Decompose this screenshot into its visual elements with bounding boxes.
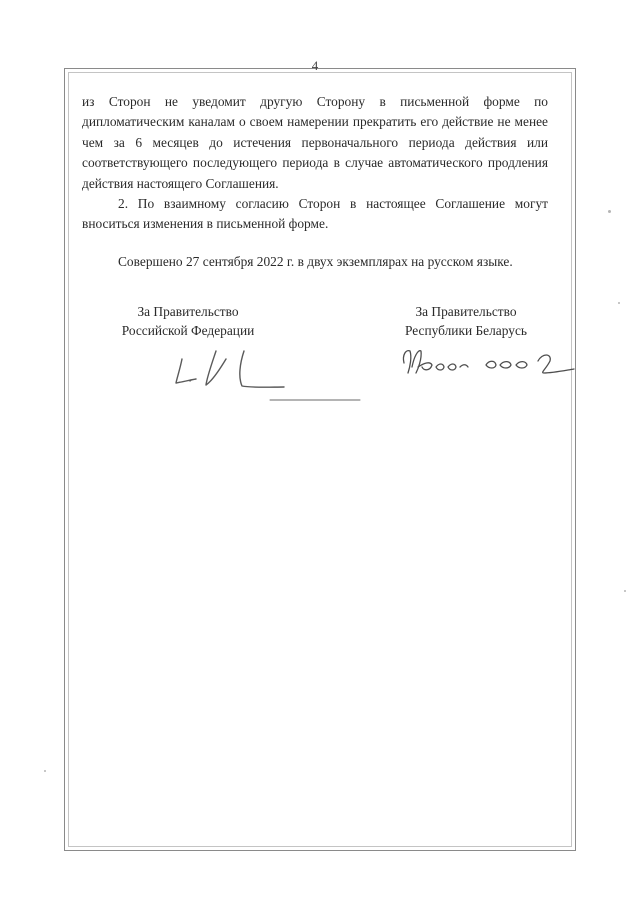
document-body: [82, 92, 548, 272]
scan-speck: [624, 590, 626, 592]
paragraph-termination-continued: из Сторон не уведомит другую Сторону в письменной форме по дипломатическим каналам о своем намерении прекратить его действие не менее чем за 6 месяцев до истечения первоначального периода действия или соответствующего последующего периода в случае автоматического продления действия настоящего Соглашения.: [82, 94, 548, 191]
handwritten-signature-russia: [160, 345, 370, 407]
signature-label-line2: Республики Беларусь: [404, 323, 528, 338]
paragraph-amendments: 2. По взаимному согласию Сторон в настоящее Соглашение могут вноситься изменения в письменной форме.: [82, 196, 548, 232]
scan-speck: [608, 210, 611, 213]
page-number: 4: [311, 58, 319, 73]
signature-label-line1: За Правительство: [137, 304, 239, 319]
signature-label-line1: За Правительство: [415, 304, 517, 319]
scan-speck: [618, 302, 620, 304]
paragraph-done-at: Совершено 27 сентября 2022 г. в двух экземплярах на русском языке.: [118, 253, 513, 269]
handwritten-signature-belarus: [396, 345, 588, 381]
signature-label-line2: Российской Федерации: [121, 323, 255, 338]
signature-block-belarus: [386, 302, 546, 340]
signature-block-russia: [108, 302, 268, 340]
scan-speck: [44, 770, 46, 772]
